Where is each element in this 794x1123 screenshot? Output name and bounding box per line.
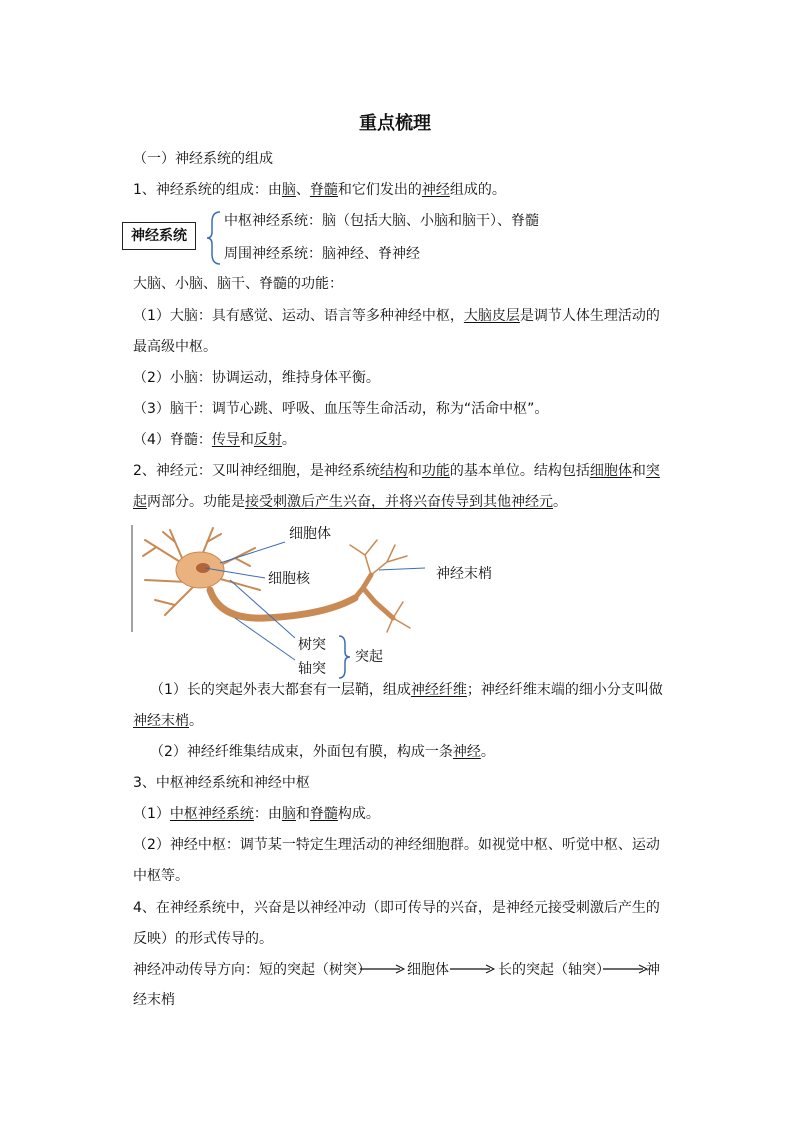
function-spinal-cord: （4）脊髓：传导和反射。 — [133, 432, 296, 448]
arrow-icon — [603, 962, 649, 976]
section-3-heading: 3、中枢神经系统和神经中枢 — [133, 775, 310, 791]
terminal-pointer — [379, 568, 425, 570]
label-axon: 轴突 — [298, 661, 326, 677]
label-cell-body: 细胞体 — [289, 526, 331, 542]
nerve-fiber-line2: 神经末梢。 — [133, 713, 203, 729]
section-heading: （一）神经系统的组成 — [133, 151, 273, 167]
neuron-paragraph-line1: 2、神经元：又叫神经细胞，是神经系统结构和功能的基本单位。结构包括细胞体和突 — [133, 463, 660, 479]
impulse-line1: 4、在神经系统中，兴奋是以神经冲动（即可传导的兴奋，是神经元接受刺激后产生的 — [133, 900, 660, 916]
paragraph-1: 1、神经系统的组成：由脑、脊髓和它们发出的神经组成的。 — [133, 182, 506, 198]
nerve-fiber-line1: （1）长的突起外表大都套有一层鞘，组成神经纤维；神经纤维末端的细小分支叫做 — [150, 682, 663, 698]
impulse-line2: 反映）的形式传导的。 — [133, 931, 273, 947]
function-cerebellum: （2）小脑：协调运动，维持身体平衡。 — [133, 370, 380, 386]
function-cerebrum: （1）大脑：具有感觉、运动、语言等多种神经中枢，大脑皮层是调节人体生理活动的 — [133, 308, 660, 324]
flow-label: 神经冲动传导方向：短的突起（树突） — [133, 962, 371, 978]
flow-step-terminal-start: 神 — [646, 962, 660, 978]
flow-step-cell-body: 细胞体 — [407, 962, 449, 978]
nerve-center-line2: 中枢等。 — [133, 868, 189, 884]
functions-title: 大脑、小脑、脑干、脊髓的功能： — [133, 276, 343, 292]
axon-pointer — [235, 618, 295, 660]
arrow-icon — [360, 962, 406, 976]
nervous-system-box: 神经系统 — [122, 222, 196, 250]
brace-icon — [336, 634, 352, 682]
neuron-paragraph-line2: 起两部分。功能是接受刺激后产生兴奋，并将兴奋传导到其他神经元。 — [133, 494, 567, 510]
arrow-icon — [450, 962, 496, 976]
flow-step-terminal-end: 经末梢 — [133, 992, 175, 1008]
label-nucleus: 细胞核 — [268, 571, 310, 587]
label-dendrite: 树突 — [298, 637, 326, 653]
function-cerebrum-cont: 最高级中枢。 — [133, 339, 217, 355]
label-process: 突起 — [355, 649, 383, 665]
nerve-line: （2）神经纤维集结成束，外面包有膜，构成一条神经。 — [150, 744, 495, 760]
flow-step-axon: 长的突起（轴突） — [498, 962, 610, 978]
central-nervous-line: 中枢神经系统：脑（包括大脑、小脑和脑干）、脊髓 — [224, 213, 539, 229]
cell-body-pointer — [220, 542, 285, 563]
peripheral-nervous-line: 周围神经系统：脑神经、脊神经 — [224, 246, 420, 262]
brace-icon — [206, 210, 224, 266]
page-title: 重点梳理 — [359, 113, 431, 134]
nerve-center-line1: （2）神经中枢：调节某一特定生理活动的神经细胞群。如视觉中枢、听觉中枢、运动 — [133, 837, 660, 853]
cns-line: （1）中枢神经系统：由脑和脊髓构成。 — [133, 806, 380, 822]
label-nerve-terminal: 神经末梢 — [436, 566, 492, 582]
function-brainstem: （3）脑干：调节心跳、呼吸、血压等生命活动，称为“活命中枢”。 — [133, 401, 549, 417]
